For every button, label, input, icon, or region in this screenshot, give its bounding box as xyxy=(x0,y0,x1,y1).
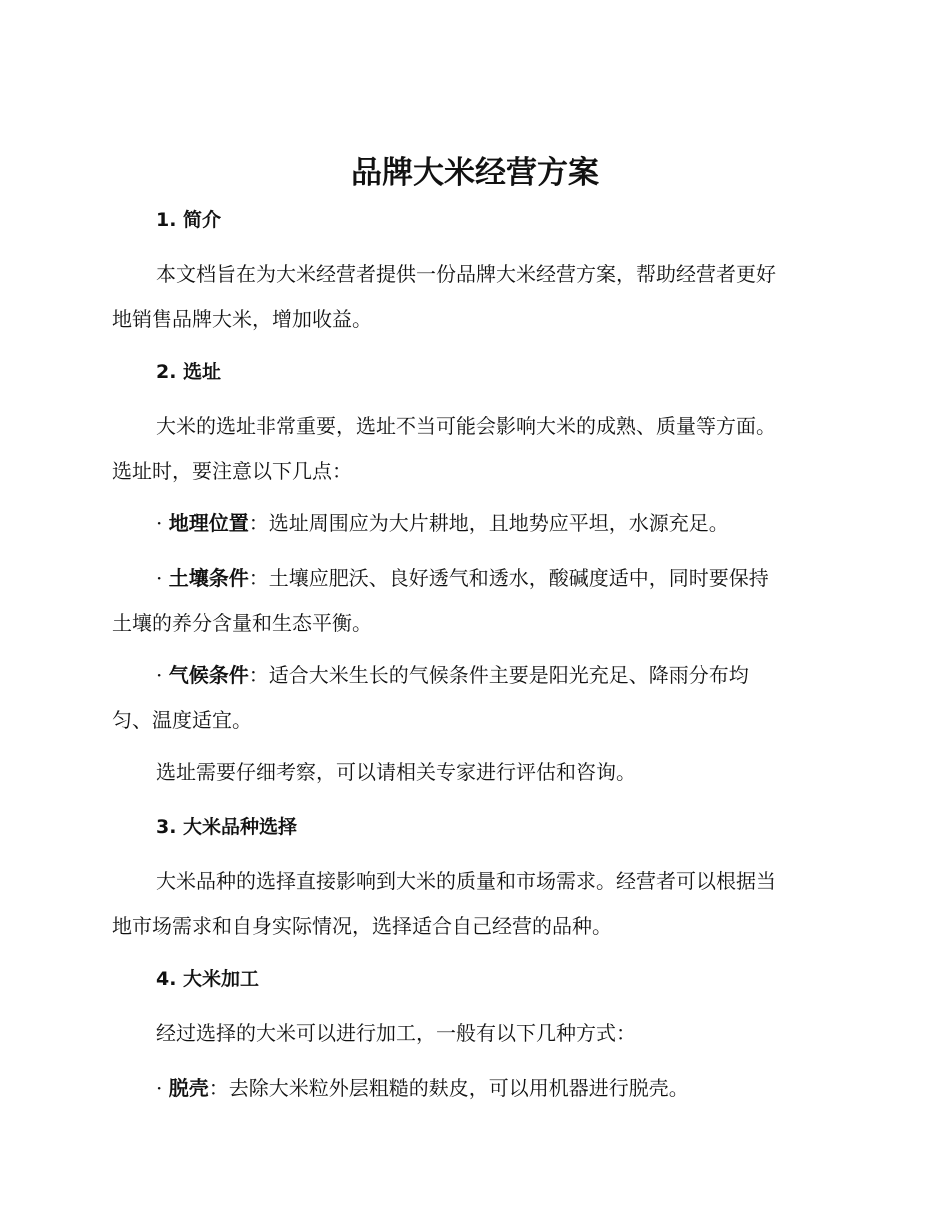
paragraph-line: 大米的选址非常重要，选址不当可能会影响大米的成熟、质量等方面。 xyxy=(156,414,776,438)
bullet-item-climate xyxy=(112,653,834,743)
bullet-item-hulling xyxy=(112,1066,834,1111)
document-title: 品牌大米经营方案 xyxy=(351,155,599,191)
site-paragraph xyxy=(112,404,834,494)
paragraph-line: 大米品种的选择直接影响到大米的质量和市场需求。经营者可以根据当 xyxy=(156,869,776,893)
intro-paragraph xyxy=(112,252,834,342)
section-heading-variety: 3. 大米品种选择 xyxy=(156,816,298,838)
paragraph-line: 本文档旨在为大米经营者提供一份品牌大米经营方案，帮助经营者更好 xyxy=(156,262,776,286)
variety-paragraph xyxy=(112,859,834,949)
paragraph-line: 选址时，要注意以下几点： xyxy=(112,459,352,483)
bullet-text-continued: 匀、温度适宜。 xyxy=(112,708,252,732)
processing-paragraph xyxy=(112,1011,834,1056)
paragraph-line: 地市场需求和自身实际情况，选择适合自己经营的品种。 xyxy=(112,914,612,938)
bullet-term: 地理位置 xyxy=(168,511,249,535)
site-closing-paragraph xyxy=(112,750,834,795)
bullet-item-geography xyxy=(112,501,834,546)
bullet-term: 脱壳 xyxy=(168,1076,209,1100)
bullet-text: ：土壤应肥沃、良好透气和透水，酸碱度适中，同时要保持 xyxy=(248,566,769,590)
section-heading-intro: 1. 简介 xyxy=(156,209,222,231)
bullet-term: 土壤条件 xyxy=(168,566,249,590)
bullet-marker: · xyxy=(156,566,169,590)
bullet-marker: · xyxy=(156,511,169,535)
bullet-item-soil xyxy=(112,556,834,646)
bullet-text: ：选址周围应为大片耕地，且地势应平坦，水源充足。 xyxy=(248,511,729,535)
bullet-text: ：适合大米生长的气候条件主要是阳光充足、降雨分布均 xyxy=(248,663,749,687)
bullet-text-continued: 土壤的养分含量和生态平衡。 xyxy=(112,611,372,635)
section-heading-processing: 4. 大米加工 xyxy=(156,968,260,990)
bullet-marker: · xyxy=(156,663,169,687)
paragraph-line: 经过选择的大米可以进行加工，一般有以下几种方式： xyxy=(156,1021,636,1045)
bullet-text: ：去除大米粒外层粗糙的麸皮，可以用机器进行脱壳。 xyxy=(208,1076,689,1100)
bullet-term: 气候条件 xyxy=(168,663,249,687)
section-heading-site: 2. 选址 xyxy=(156,361,222,383)
paragraph-line: 地销售品牌大米，增加收益。 xyxy=(112,307,372,331)
bullet-marker: · xyxy=(156,1076,169,1100)
paragraph-line: 选址需要仔细考察，可以请相关专家进行评估和咨询。 xyxy=(156,760,636,784)
